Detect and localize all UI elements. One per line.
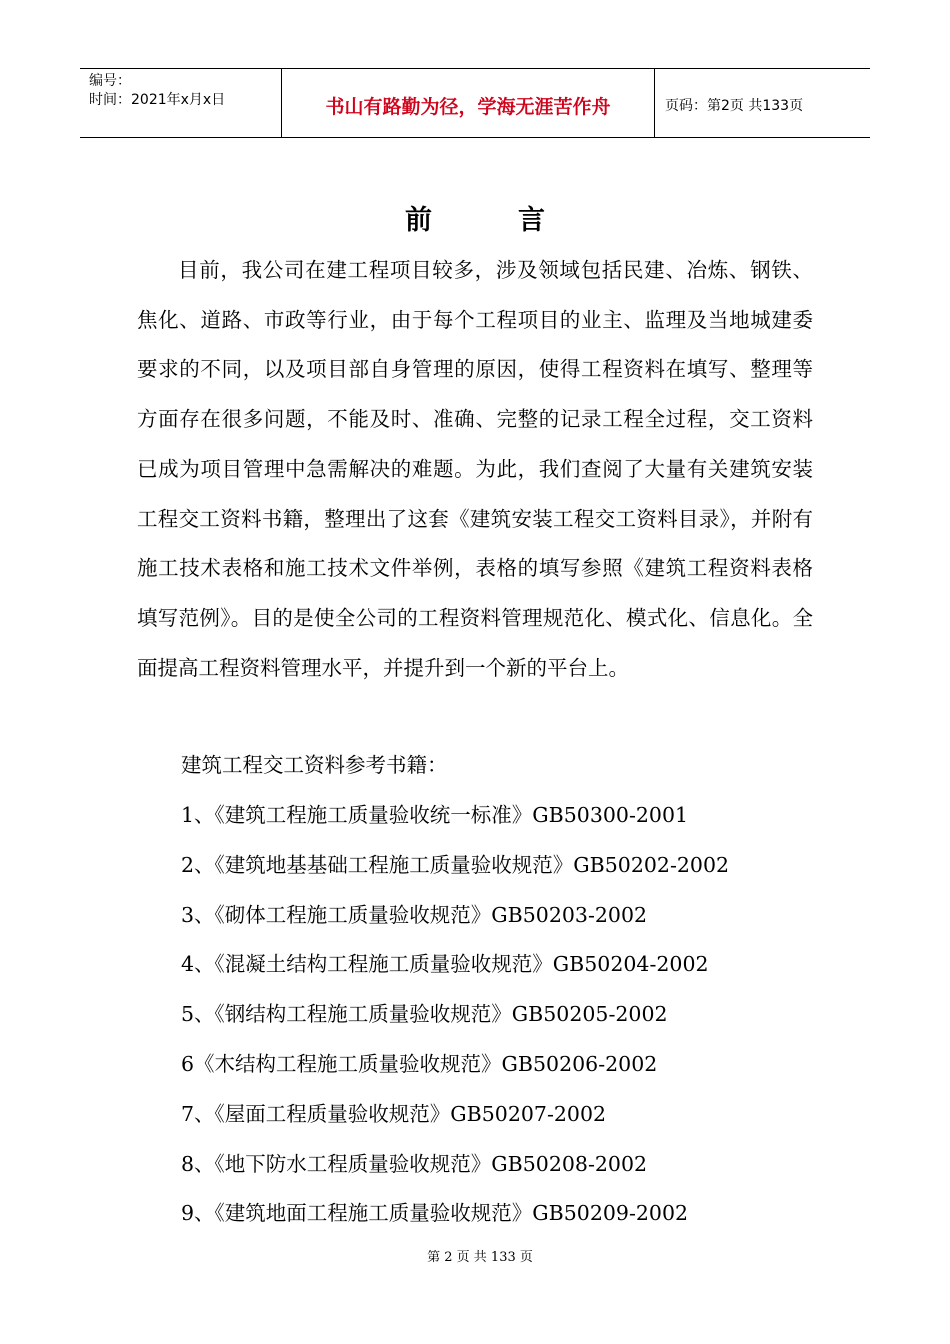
reference-item: 9、《建筑地面工程施工质量验收规范》GB50209-2002 — [181, 1201, 689, 1226]
intro-paragraph: 目前，我公司在建工程项目较多，涉及领域包括民建、冶炼、钢铁、焦化、道路、市政等行业，由于每个工程项目的业主、监理及当地城建委要求的不同，以及项目部自身管理的原因，使得工程资料在填写、整理等方面存在很多问题，不能及时、准确、完整的记录工程全过程，交工资料已成为项目管理中急需解决的难题。为此，我们查阅了大量有关建筑安装工程交工资料书籍，整理出了这套《建筑安装工程交工资料目录》，并附有施工技术表格和施工技术文件举例，表格的填写参照《建筑工程资料表格填写范例》。目的是使全公司的工程资料管理规范化、模式化、信息化。全面提高工程资料管理水平，并提升到一个新的平台上。 — [137, 258, 813, 680]
header-motto: 书山有路勤为径，学海无涯苦作舟 — [282, 69, 655, 137]
header-meta — [80, 69, 282, 137]
reference-item: 2、《建筑地基基础工程施工质量验收规范》GB50202-2002 — [181, 852, 730, 877]
number-label: 编号： — [89, 73, 131, 89]
reference-item: 3、《砌体工程施工质量验收规范》GB50203-2002 — [181, 902, 648, 927]
page-title — [0, 198, 950, 237]
page-footer: 第 2 页 共 133 页 — [427, 1250, 533, 1265]
title-char-2: 言 — [518, 205, 545, 236]
date-label: 时间：2021年x月x日 — [89, 92, 226, 108]
reference-item: 7、《屋面工程质量验收规范》GB50207-2002 — [181, 1101, 607, 1126]
references-heading: 建筑工程交工资料参考书籍： — [181, 753, 448, 777]
header-page-info: 页码：第2页 共133页 — [665, 98, 804, 114]
references-list — [181, 795, 729, 1243]
title-char-1: 前 — [405, 205, 432, 236]
reference-item: 8、《地下防水工程质量验收规范》GB50208-2002 — [181, 1151, 648, 1176]
reference-item: 6《木结构工程施工质量验收规范》GB50206-2002 — [181, 1051, 658, 1076]
reference-item: 1、《建筑工程施工质量验收统一标准》GB50300-2001 — [181, 803, 689, 827]
reference-item: 4、《混凝土结构工程施工质量验收规范》GB50204-2002 — [181, 952, 709, 977]
reference-item: 5、《钢结构工程施工质量验收规范》GB50205-2002 — [181, 1002, 668, 1027]
page-header — [80, 68, 870, 138]
